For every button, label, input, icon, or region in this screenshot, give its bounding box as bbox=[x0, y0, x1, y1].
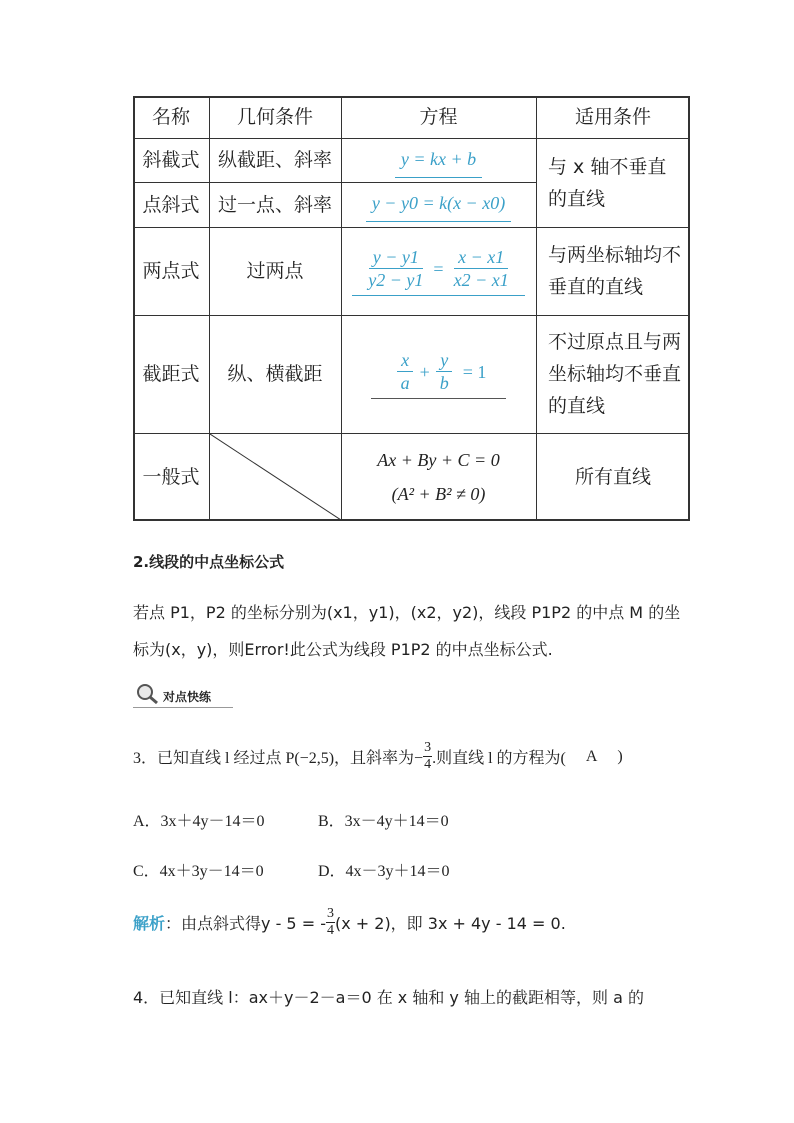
general-line-2: (A² + B² ≠ 0) bbox=[391, 484, 486, 504]
intercept-x-fraction bbox=[397, 349, 414, 394]
q4-stem: 4．已知直线 l：ax＋y－2－a＝0 在 x 轴和 y 轴上的截距相等，则 a 的 bbox=[133, 988, 644, 1007]
equation-slope-intercept bbox=[341, 138, 536, 182]
diagonal-slash bbox=[210, 434, 341, 520]
equation-point-slope bbox=[341, 182, 536, 227]
two-point-left-num: y − y1 bbox=[369, 246, 423, 269]
intercept-den-b: b bbox=[439, 373, 449, 393]
section-2-line-1: 若点 P1，P2 的坐标分别为(x1，y1)，(x2，y2)，线段 P1P2 的中点 M 的坐 bbox=[133, 603, 681, 622]
diagonal-line bbox=[210, 434, 341, 520]
two-point-formula bbox=[352, 246, 524, 296]
intercept-den-a: a bbox=[400, 373, 410, 393]
intercept-num-x: x bbox=[397, 349, 413, 372]
row-condition-slope-intercept: 纵截距、斜率 bbox=[217, 149, 332, 171]
slope-intercept-formula: y = kx + b bbox=[395, 143, 482, 178]
equation-general bbox=[341, 433, 536, 521]
analysis-b: (x + 2)，即 3x + 4y - 14 = 0. bbox=[334, 914, 566, 933]
analysis-frac-den: 4 bbox=[326, 923, 334, 938]
q3-stem-c: ) bbox=[617, 747, 623, 765]
row-name-slope-intercept: 斜截式 bbox=[142, 149, 200, 171]
applicable-general: 所有直线 bbox=[574, 466, 651, 488]
two-point-right-num: x − x1 bbox=[454, 246, 508, 269]
applicable-two-point: 与两坐标轴均不垂直的直线 bbox=[548, 244, 682, 298]
magnifier-icon bbox=[135, 683, 159, 705]
general-line-1: Ax + By + C = 0 bbox=[377, 450, 500, 470]
row-name-general: 一般式 bbox=[142, 466, 200, 488]
q3-option-a: A．3x＋4y－14＝0 bbox=[133, 813, 265, 830]
section-2-line-2: 标为(x，y)，则Error!此公式为线段 P1P2 的中点坐标公式. bbox=[133, 640, 553, 659]
row-name-point-slope: 点斜式 bbox=[142, 193, 200, 216]
two-point-left-fraction bbox=[364, 246, 427, 291]
plus-sign: + bbox=[419, 361, 430, 382]
analysis-a: ：由点斜式得y - 5 = - bbox=[165, 914, 326, 933]
applicable-slope-intercept: 与 x 轴不垂直的直线 bbox=[548, 155, 667, 210]
q3-option-b: B．3x－4y＋14＝0 bbox=[318, 813, 449, 830]
equation-two-point bbox=[341, 227, 536, 315]
header-condition: 几何条件 bbox=[236, 106, 313, 128]
header-applicable: 适用条件 bbox=[574, 106, 651, 128]
row-name-intercept: 截距式 bbox=[142, 363, 200, 385]
two-point-right-fraction bbox=[450, 246, 513, 291]
q3-option-d: D．4x－3y＋14＝0 bbox=[318, 863, 450, 880]
q3-analysis bbox=[133, 906, 566, 939]
intercept-num-y: y bbox=[436, 349, 452, 372]
q3-stem-a: 3．已知直线 l 经过点 P(−2,5)，且斜率为− bbox=[133, 750, 424, 767]
point-slope-formula: y − y0 = k(x − x0) bbox=[366, 187, 511, 222]
header-name: 名称 bbox=[151, 106, 190, 128]
two-point-right-den: x2 − x1 bbox=[453, 270, 509, 290]
intercept-rhs: = 1 bbox=[462, 361, 487, 382]
q3-option-c: C．4x＋3y－14＝0 bbox=[133, 863, 264, 880]
intercept-y-fraction bbox=[436, 349, 453, 394]
practice-header bbox=[133, 683, 233, 708]
q3-frac-den: 4 bbox=[424, 757, 432, 772]
two-point-left-den: y2 − y1 bbox=[368, 270, 424, 290]
q3-answer: A bbox=[585, 747, 598, 765]
header-equation: 方程 bbox=[419, 106, 458, 128]
equals-sign: = bbox=[433, 258, 444, 279]
analysis-label: 解析 bbox=[133, 914, 166, 933]
applicable-intercept: 不过原点且与两坐标轴均不垂直的直线 bbox=[548, 331, 682, 417]
equation-intercept bbox=[341, 315, 536, 433]
row-name-two-point: 两点式 bbox=[142, 260, 200, 282]
q3-slope-fraction bbox=[423, 740, 432, 773]
analysis-frac-num: 3 bbox=[326, 906, 334, 921]
row-condition-point-slope: 过一点、斜率 bbox=[217, 193, 332, 216]
analysis-fraction bbox=[326, 906, 335, 939]
intercept-formula bbox=[371, 349, 507, 399]
q3-frac-num: 3 bbox=[424, 740, 432, 755]
q3-stem-b: .则直线 l 的方程为( bbox=[432, 750, 566, 767]
line-equation-table bbox=[133, 96, 690, 521]
section-2-title: 2.线段的中点坐标公式 bbox=[133, 553, 285, 571]
q3-stem bbox=[133, 740, 623, 773]
practice-label: 对点快练 bbox=[163, 690, 212, 704]
row-condition-two-point: 过两点 bbox=[246, 260, 304, 282]
row-condition-intercept: 纵、横截距 bbox=[227, 363, 323, 385]
